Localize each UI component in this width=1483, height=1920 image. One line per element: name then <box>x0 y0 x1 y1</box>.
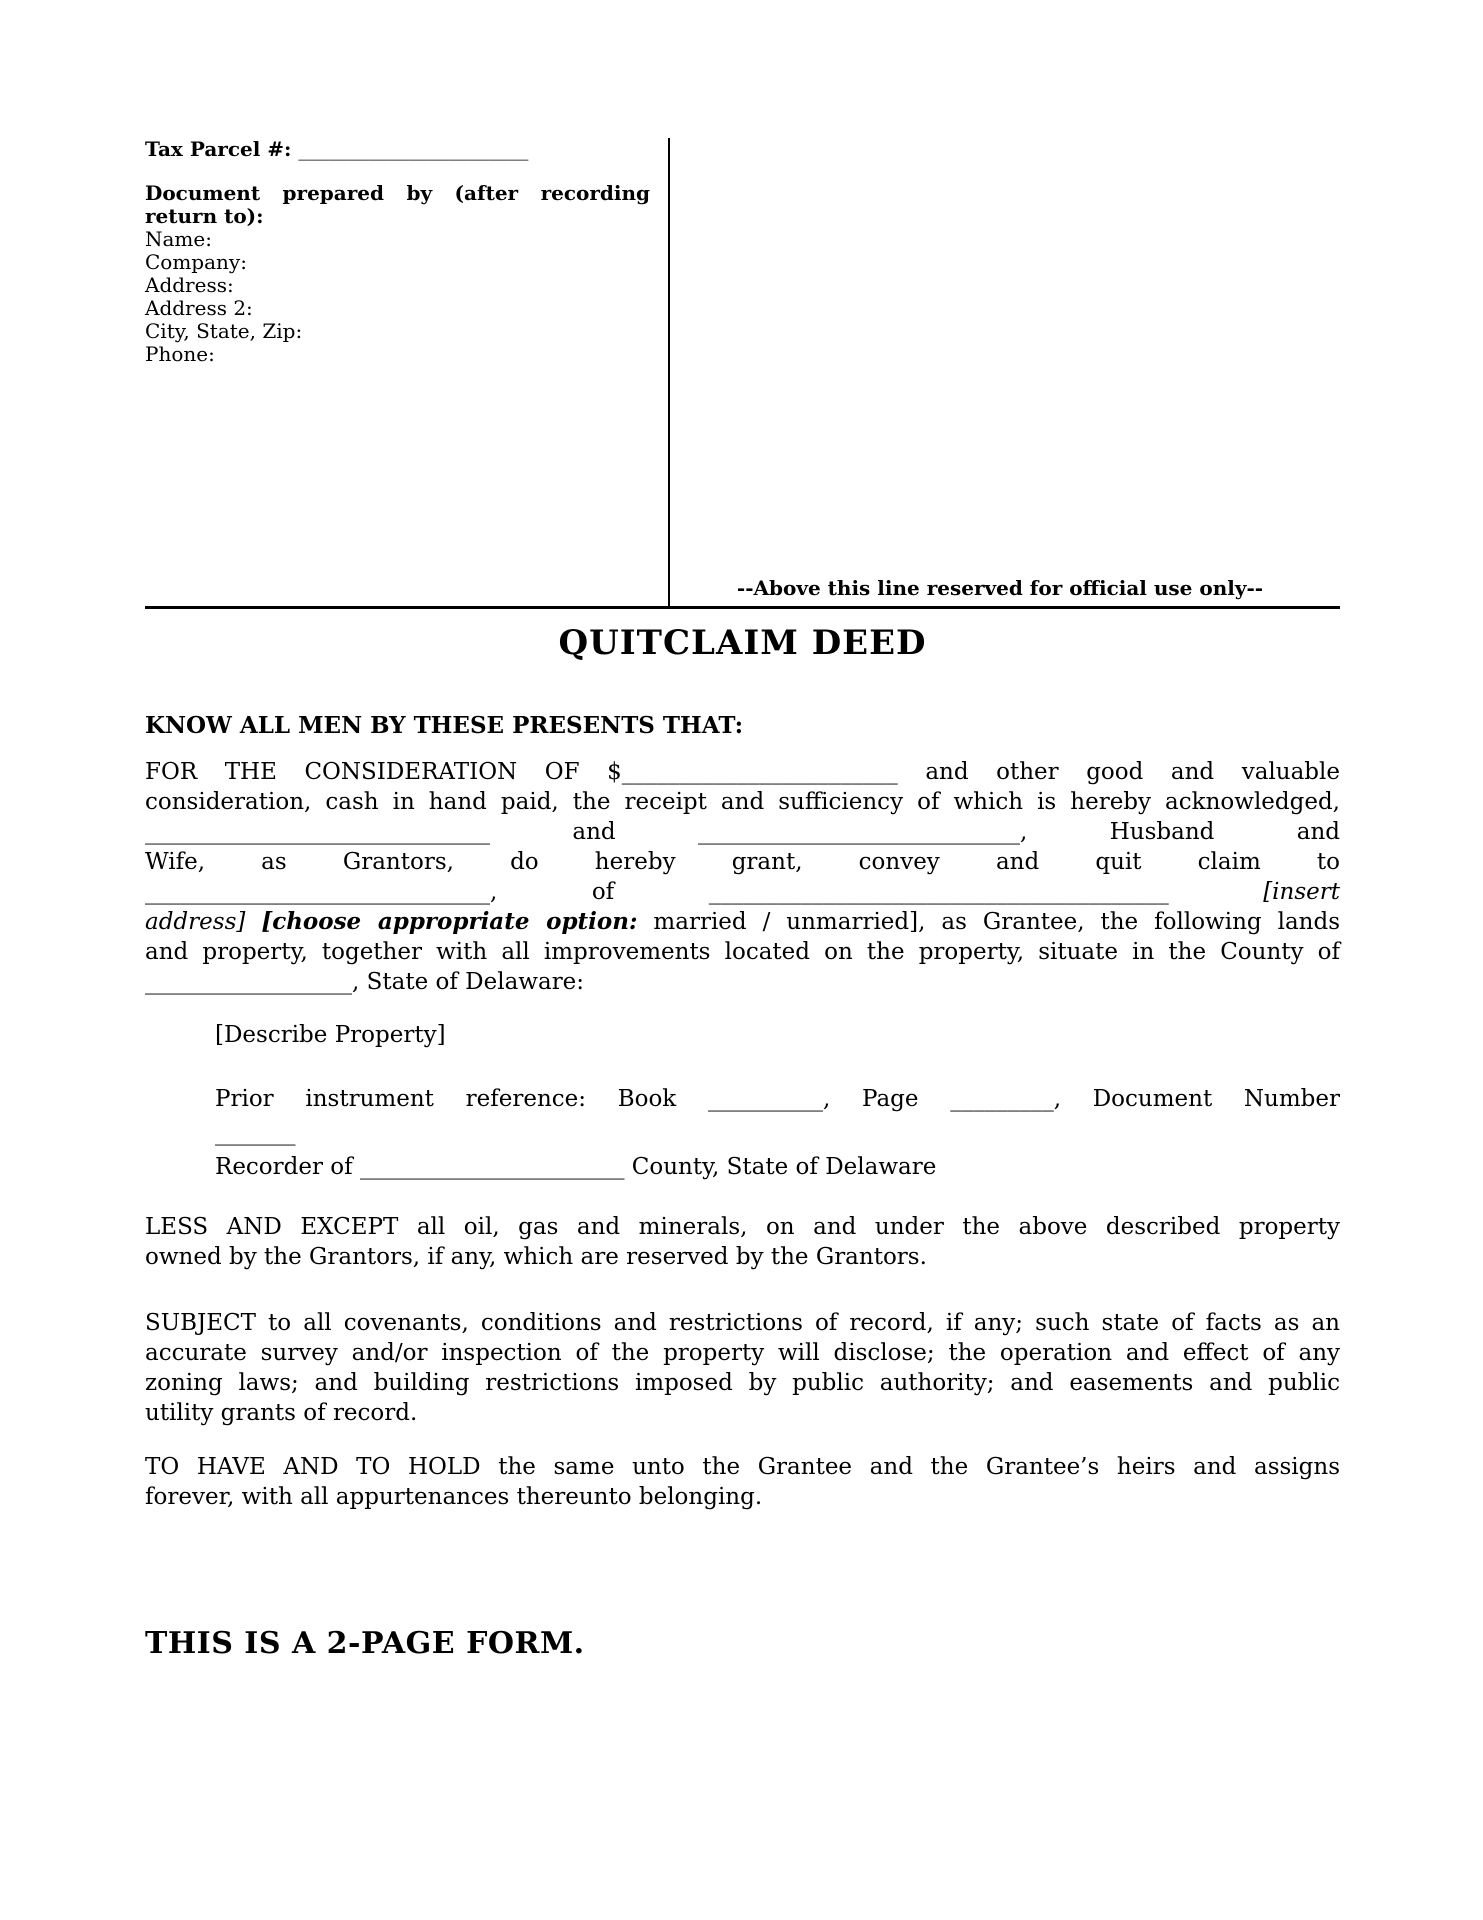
subject-clause <box>145 1308 1340 1428</box>
consideration-paragraph <box>145 757 1340 997</box>
page-count-note: THIS IS A 2-PAGE FORM. <box>145 1626 585 1661</box>
less-except-line1: LESS AND EXCEPT all oil, gas and minerals, on and under the above described property <box>145 1214 1340 1240</box>
opening-clause: KNOW ALL MEN BY THESE PRESENTS THAT: <box>145 712 744 739</box>
official-use-rule <box>145 606 1340 609</box>
subject-line3: zoning laws; and building restrictions imposed by public authority; and easements and public <box>145 1370 1340 1396</box>
consideration-line6 <box>145 907 1340 937</box>
recorder-line: Recorder of _______________________ County, State of Delaware <box>215 1154 937 1180</box>
recipient-field-address2: Address 2: <box>145 296 253 320</box>
recipient-field-company: Company: <box>145 250 247 274</box>
insert-address-note-cont: address] <box>145 909 262 935</box>
to-have-line2: forever, with all appurtenances thereunto belonging. <box>145 1484 763 1510</box>
recipient-field-name: Name: <box>145 227 212 251</box>
consideration-line2: consideration, cash in hand paid, the receipt and sufficiency of which is hereby acknowledged, <box>145 789 1340 815</box>
less-and-except-clause <box>145 1212 1340 1272</box>
vertical-divider <box>668 138 670 608</box>
subject-line2: accurate survey and/or inspection of the property will disclose; the operation and effect of any <box>145 1340 1340 1366</box>
document-title: QUITCLAIM DEED <box>558 623 927 663</box>
consideration-line3: ______________________________ and ____________________________, Husband and <box>145 819 1340 845</box>
consideration-line7: and property, together with all improvements located on the property, situate in the County of <box>145 939 1340 965</box>
prepared-by-heading-line2: return to): <box>145 204 264 228</box>
prior-instrument-reference <box>215 1082 1340 1184</box>
consideration-line5 <box>145 877 1340 907</box>
consideration-line8: __________________, State of Delaware: <box>145 969 585 995</box>
habendum-clause <box>145 1452 1340 1512</box>
consideration-line1: FOR THE CONSIDERATION OF $________________________ and other good and valuable <box>145 759 1340 785</box>
recording-header <box>145 138 650 366</box>
recipient-field-phone: Phone: <box>145 342 215 366</box>
subject-line4: utility grants of record. <box>145 1400 418 1426</box>
recipient-field-address: Address: <box>145 273 234 297</box>
insert-address-note: [insert <box>1168 879 1341 905</box>
describe-property-placeholder: [Describe Property] <box>215 1022 446 1048</box>
marital-options-segment: married / unmarried], as Grantee, the following lands <box>637 909 1340 935</box>
to-have-line1: TO HAVE AND TO HOLD the same unto the Grantee and the Grantee’s heirs and assigns <box>145 1454 1340 1480</box>
consideration-line4: Wife, as Grantors, do hereby grant, convey and quit claim to <box>145 849 1340 875</box>
tax-parcel-label: Tax Parcel #: <box>145 137 299 161</box>
prior-reference-line1: Prior instrument reference: Book __________, Page _________, Document Number <box>215 1086 1340 1112</box>
official-use-note: --Above this line reserved for official use only-- <box>736 576 1264 600</box>
recipient-field-city-state-zip: City, State, Zip: <box>145 319 303 343</box>
tax-parcel-blank: _______________________ <box>298 137 529 161</box>
document-number-blank: _______ <box>215 1120 296 1146</box>
subject-line1: SUBJECT to all covenants, conditions and restrictions of record, if any; such state of facts as an <box>145 1310 1340 1336</box>
grantee-blank-segment: ______________________________, of ________________________________________ <box>145 879 1169 905</box>
less-except-line2: owned by the Grantors, if any, which are reserved by the Grantors. <box>145 1244 927 1270</box>
tax-parcel-row <box>145 138 650 161</box>
prepared-by-heading-line1: Document prepared by (after recording <box>145 181 650 205</box>
choose-option-note: [choose appropriate option: <box>261 908 638 935</box>
